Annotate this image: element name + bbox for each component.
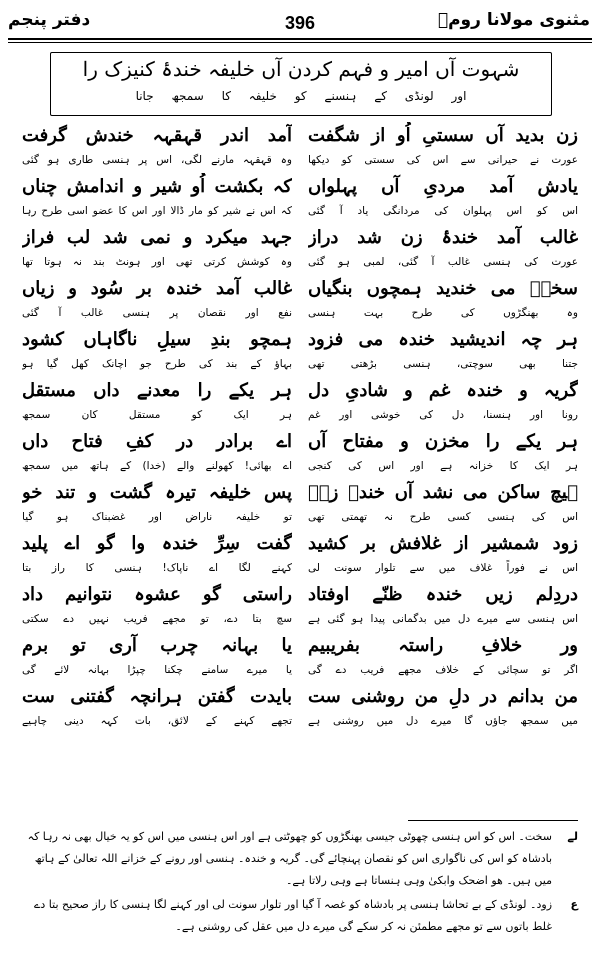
- footnote-text: زود۔ لونڈی کے بے تحاشا ہنسی پر بادشاہ کو غصہ آ گیا اور تلوار سونت لی اور کہنے لگا ہنسی کا راز صحیح بتا دے غلط باتوں سے تو مجھے مطمئن نہ کر سکے گی میرے دل میں عقل کی روشنی ہے۔: [33, 898, 552, 933]
- footnote-text: سخت۔ اس کو اس ہنسی چھوٹی جیسی بھنگڑوں کو چھوٹتی ہے اور اس ہنسی میں اس کو یہ خیال بھی نہ رہا کہ بادشاہ کو اس کی ناگواری اس کو نقصان پہنچائے گی۔ گریہ و خندہ۔ ہنسی اور رونے کے خزانے اللہ تعالیٰ کے ہاتھ میں ہیں۔ ھو اضحک وابکیٰ وہی ہنساتا ہے وہی رلاتا ہے۔: [27, 830, 552, 887]
- verse-second-hemistich: کہ بکشت اُو شیر و اندامش چناں: [22, 176, 292, 197]
- gloss-first: اگر تو سچائی کے خلاف مجھے فریب دے گی: [308, 664, 578, 676]
- couplet: [22, 275, 578, 326]
- gloss-second: تو خلیفہ ناراض اور غضبناک ہو گیا: [22, 511, 292, 523]
- couplet: [22, 326, 578, 377]
- verse-second-hemistich: بایدت گفتن ہرانچہ گفتنی ست: [22, 686, 292, 707]
- verse-second-hemistich: گفت سِرِّ خندہ وا گو اے پلید: [22, 533, 292, 554]
- verse-first-hemistich: سختؔ می خندید ہمچوں بنگیاں: [308, 278, 578, 299]
- verse-second-hemistich: پس خلیفہ تیرہ گشت و تند خو: [22, 482, 292, 503]
- verse-second-hemistich: یا بہانہ چرب آری تو برم: [22, 635, 292, 656]
- couplet: [22, 479, 578, 530]
- couplet: [22, 122, 578, 173]
- gloss-second: ہر ایک کو مستقل کان سمجھ: [22, 409, 292, 421]
- header-book-title: مثنوی مولانا رومؒ: [437, 10, 590, 30]
- verse-second-hemistich: اے برادر در کفِ فتاح داں: [22, 431, 292, 452]
- footnote: [22, 894, 578, 938]
- verse-first-hemistich: ہر چہ اندیشید خندہ می فزود: [308, 329, 578, 350]
- couplet: [22, 632, 578, 683]
- header-rule-thin: [8, 42, 592, 43]
- verse-first-hemistich: یادش آمد مردیِ آں پہلواں: [308, 176, 578, 197]
- gloss-first: اس کو اس پہلوان کی مردانگی یاد آ گئی: [308, 205, 578, 217]
- verse-first-hemistich: زن بدید آں سستیِ اُو از شگفت: [308, 125, 578, 146]
- verse-first-hemistich: غالب آمد خندۂ زن شد دراز: [308, 227, 578, 248]
- gloss-first: جتنا بھی سوچتی، ہنسی بڑھتی تھی: [308, 358, 578, 370]
- gloss-first: عورت نے حیرانی سے اس کی سستی کو دیکھا: [308, 154, 578, 166]
- gloss-first: ہر ایک کا خزانہ ہے اور اس کی کنجی: [308, 460, 578, 472]
- couplet: [22, 581, 578, 632]
- gloss-second: سچ بتا دے، تو مجھے فریب نہیں دے سکتی: [22, 613, 292, 625]
- gloss-second: وہ قہقہہ مارنے لگی، اس پر ہنسی طاری ہو گئی: [22, 154, 292, 166]
- verse-second-hemistich: راستی گو عشوہ نتوانیم داد: [22, 584, 292, 605]
- couplet: [22, 428, 578, 479]
- footnotes: [22, 826, 578, 940]
- section-title-box: [50, 52, 552, 116]
- verse-second-hemistich: غالب آمد خندہ بر سُود و زیاں: [22, 278, 292, 299]
- verse-first-hemistich: زود شمشیر از غلافش بر کشید: [308, 533, 578, 554]
- verse-first-hemistich: ہیچ ساکن می نشد آں خندہ زوؔ: [308, 482, 578, 503]
- footnote: [22, 826, 578, 892]
- gloss-second: کہنے لگا اے ناپاک! ہنسی کا راز بتا: [22, 562, 292, 574]
- section-subtitle: اور لونڈی کے ہنسنے کو خلیفہ کا سمجھ جانا: [135, 89, 467, 103]
- gloss-second: کہ اس نے شیر کو مار ڈالا اور اس کا عضو اسی طرح رہا: [22, 205, 292, 217]
- gloss-first: اس ہنسی سے میرے دل میں بدگمانی پیدا ہو گئی ہے: [308, 613, 578, 625]
- couplet: [22, 683, 578, 734]
- verse-second-hemistich: جہد میکرد و نمی شد لب فراز: [22, 227, 292, 248]
- verse-first-hemistich: ہر یکے را مخزن و مفتاح آں: [308, 431, 578, 452]
- couplet: [22, 530, 578, 581]
- couplet: [22, 377, 578, 428]
- gloss-second: اے بھائی! کھولنے والے (خدا) کے ہاتھ میں سمجھ: [22, 460, 292, 472]
- verse-first-hemistich: دردِلم زیں خندہ ظنّے اوفتاد: [308, 584, 578, 605]
- page-number: 396: [284, 13, 316, 33]
- gloss-second: تجھے کہنے کے لائق، بات کہہ دینی چاہیے: [22, 715, 292, 727]
- verse-first-hemistich: من بدانم در دلِ من روشنی ست: [308, 686, 578, 707]
- header-rule: [8, 38, 592, 40]
- couplet-list: [22, 122, 578, 734]
- gloss-first: عورت کی ہنسی غالب آ گئی، لمبی ہو گئی: [308, 256, 578, 268]
- gloss-first: اس نے فوراً غلاف میں سے تلوار سونت لی: [308, 562, 578, 574]
- gloss-second: نفع اور نقصان پر ہنسی غالب آ گئی: [22, 307, 292, 319]
- header-volume-title: دفتر پنجم: [8, 10, 91, 30]
- couplet: [22, 173, 578, 224]
- gloss-second: یا میرے سامنے چکنا چپڑا بہانہ لائے گی: [22, 664, 292, 676]
- verse-first-hemistich: گریہ و خندہ غم و شادیِ دل: [308, 380, 578, 401]
- footnote-number: لے: [567, 830, 578, 843]
- verse-second-hemistich: آمد اندر قہقہہ خندش گرفت: [22, 125, 292, 146]
- gloss-first: اس کی ہنسی کسی طرح نہ تھمتی تھی: [308, 511, 578, 523]
- gloss-first: رونا اور ہنسنا، دل کی خوشی اور غم: [308, 409, 578, 421]
- footnote-number: ع: [570, 898, 578, 911]
- gloss-first: میں سمجھ جاؤں گا میرے دل میں روشنی ہے: [308, 715, 578, 727]
- gloss-second: بہاؤ کے بند کی طرح جو اچانک کھل گیا ہو: [22, 358, 292, 370]
- gloss-first: وہ بھنگڑوں کی طرح بہت ہنسی: [308, 307, 578, 319]
- gloss-second: وہ کوشش کرتی تھی اور ہونٹ بند نہ ہوتا تھا: [22, 256, 292, 268]
- verse-second-hemistich: ہمچو بندِ سیلِ ناگاہاں کشود: [22, 329, 292, 350]
- section-title: شہوت آں امیر و فہم کردن آں خلیفہ خندۂ کنیزک را: [82, 57, 520, 81]
- verse-second-hemistich: ہر یکے را معدنے داں مستقل: [22, 380, 292, 401]
- couplet: [22, 224, 578, 275]
- footnote-rule: [408, 820, 578, 821]
- verse-first-hemistich: ور خلافِ راستہ بفریبیم: [308, 635, 578, 656]
